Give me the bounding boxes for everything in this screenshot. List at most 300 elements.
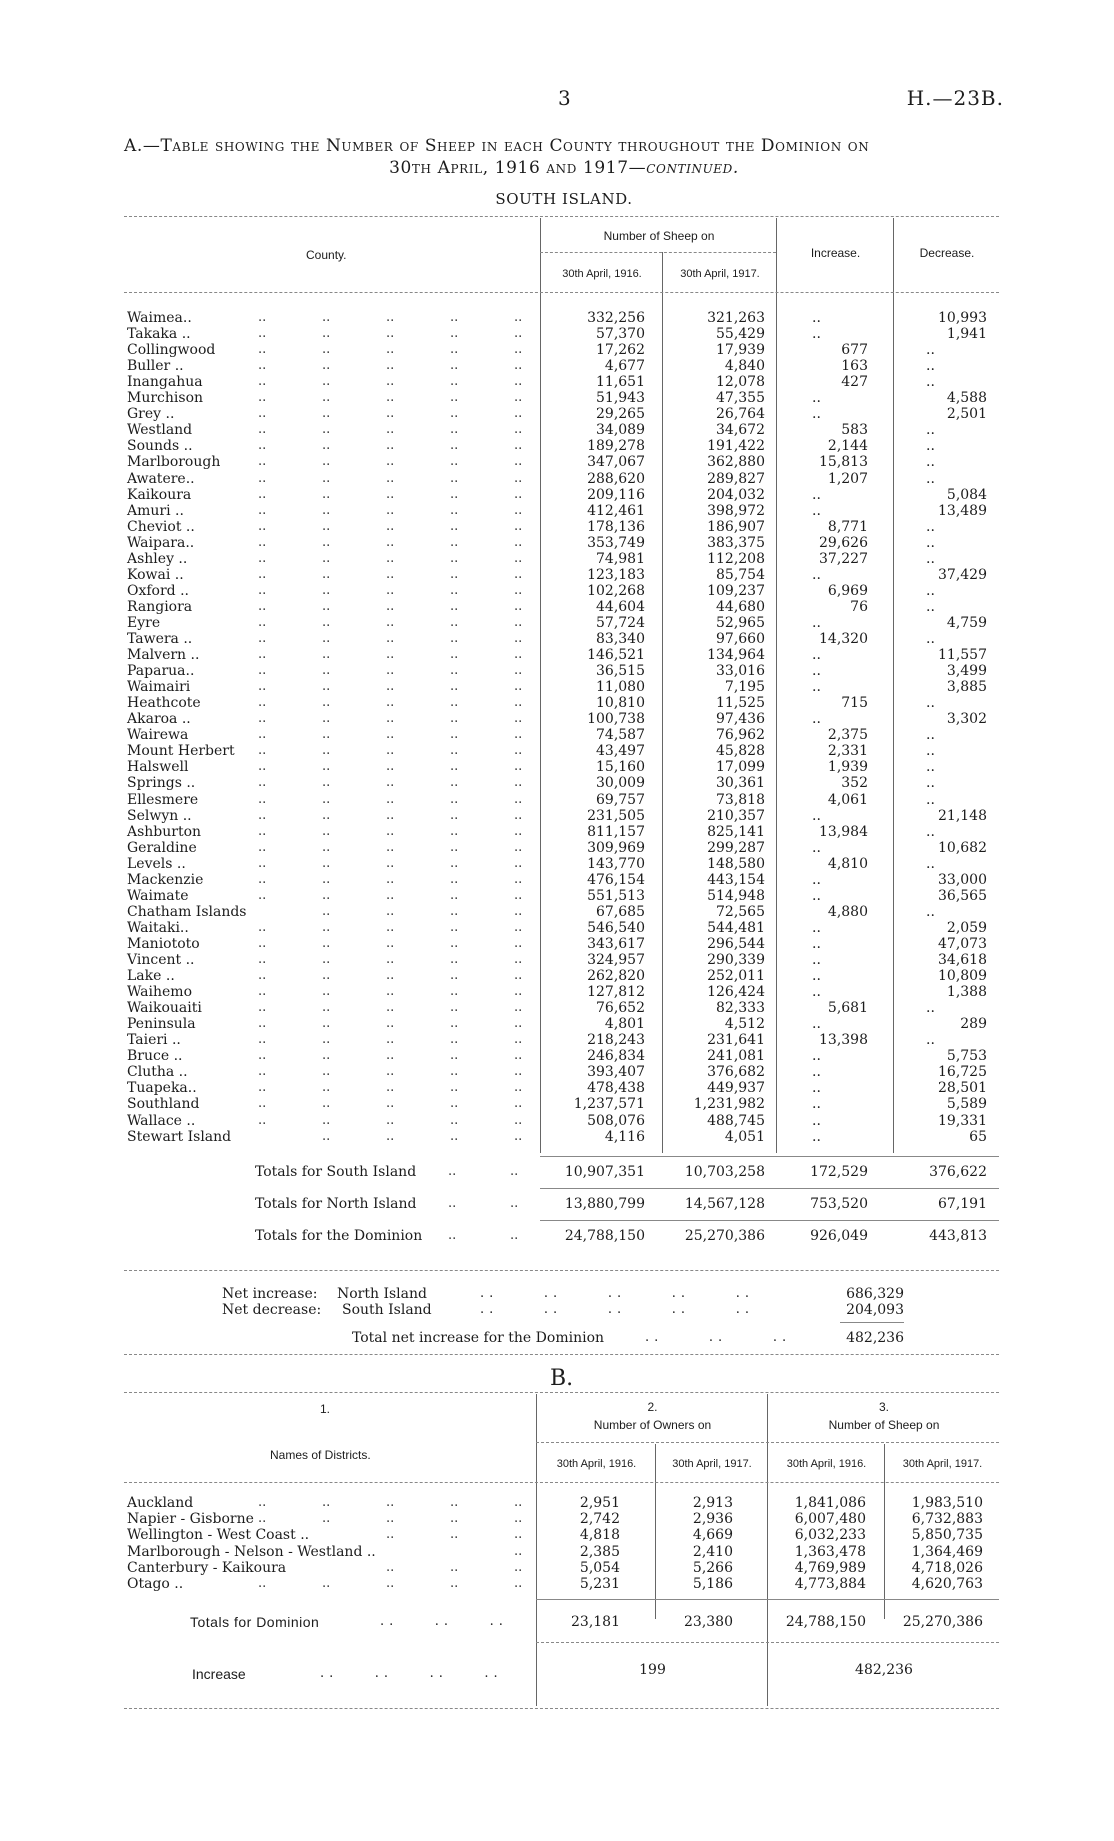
leader-dots: .. <box>258 551 267 566</box>
leader-dots: .. <box>514 679 523 694</box>
owners-1917: 2,936 <box>692 1511 733 1527</box>
decrease-value: 5,084 <box>946 487 987 503</box>
leader-dots: .. <box>514 1080 523 1095</box>
leader-dots: .. <box>386 968 395 983</box>
leader-dots: .. <box>514 326 523 341</box>
totals-label: Totals for South Island <box>255 1164 417 1180</box>
sheep-1917: 33,016 <box>716 663 765 679</box>
leader-dots: .. <box>514 792 523 807</box>
sheep-1917-header: 30th April, 1917. <box>902 1458 983 1470</box>
sheep-1916: 1,841,086 <box>794 1495 866 1511</box>
leader-dots: .. <box>258 1000 267 1015</box>
leader-dots: .. <box>450 1064 459 1079</box>
leader-dots: .. <box>514 535 523 550</box>
leader-dots: .. <box>514 984 523 999</box>
sheep-1917: 6,732,883 <box>911 1511 983 1527</box>
county-name: Cheviot .. <box>127 519 195 535</box>
increase-label: Increase <box>192 1666 246 1682</box>
sheep-1916: 353,749 <box>587 535 645 551</box>
sheep-1916: 1,237,571 <box>573 1096 645 1112</box>
increase-value: .. <box>812 663 821 679</box>
decrease-value: 47,073 <box>938 936 987 952</box>
leader-dots: .. <box>386 454 395 469</box>
owners-1917: 5,266 <box>692 1560 733 1576</box>
sheep-1917: 45,828 <box>716 743 765 759</box>
sheep-1917: 76,962 <box>716 727 765 743</box>
leader-dots: .. <box>322 968 331 983</box>
increase-value: 13,984 <box>819 824 868 840</box>
sheep-1917: 289,827 <box>707 471 765 487</box>
increase-value: 1,207 <box>827 471 868 487</box>
table-row <box>0 1511 1114 1527</box>
leader-dots: .. <box>258 1064 267 1079</box>
leader-dots: .. <box>450 1511 459 1526</box>
sheep-1916: 123,183 <box>587 567 645 583</box>
leader-dots: .. <box>322 551 331 566</box>
sheep-1917: 241,081 <box>707 1048 765 1064</box>
leader-dots: .. <box>322 1032 331 1047</box>
increase-value: 163 <box>841 358 868 374</box>
sheep-1917: 1,983,510 <box>911 1495 983 1511</box>
leader-dots: .. <box>258 1048 267 1063</box>
leader-dots: .. <box>322 1495 331 1510</box>
increase-value: 1,939 <box>827 759 868 775</box>
sheep-1917: 290,339 <box>707 952 765 968</box>
sheep-1916: 69,757 <box>596 792 645 808</box>
leader-dots: .. <box>514 1527 523 1542</box>
leader-dots: .. <box>386 775 395 790</box>
totals-label: Totals for North Island <box>255 1196 417 1212</box>
leader-dots: .. <box>514 888 523 903</box>
decrease-value: .. <box>926 631 935 647</box>
leader-dots: .. <box>258 695 267 710</box>
leader-dots: .. <box>450 936 459 951</box>
leader-dots: .. <box>322 390 331 405</box>
leader-dots: .. .. .. <box>380 1614 508 1629</box>
leader-dots: .. <box>450 310 459 325</box>
leader-dots: .. <box>514 920 523 935</box>
leader-dots: .. <box>258 808 267 823</box>
county-name: Waimea.. <box>127 310 192 326</box>
leader-dots: .. <box>322 1048 331 1063</box>
leader-dots: .. <box>450 856 459 871</box>
leader-dots: .. <box>514 663 523 678</box>
leader-dots: .. <box>514 1576 523 1591</box>
leader-dots: .. <box>322 438 331 453</box>
sheep-1916: 100,738 <box>587 711 645 727</box>
decrease-value: .. <box>926 727 935 743</box>
county-name: Heathcote <box>127 695 201 711</box>
sheep-1916: 476,154 <box>587 872 645 888</box>
leader-dots: .. <box>514 759 523 774</box>
increase-value: 37,227 <box>819 551 868 567</box>
leader-dots: .. <box>514 968 523 983</box>
county-name: Waimate <box>127 888 189 904</box>
leader-dots: .. <box>258 1096 267 1111</box>
county-name: Mackenzie <box>127 872 204 888</box>
leader-dots: .. <box>322 1576 331 1591</box>
leader-dots: .. <box>386 1016 395 1031</box>
sheep-1916: 412,461 <box>587 503 645 519</box>
leader-dots: .. <box>450 503 459 518</box>
sheep-1916: 44,604 <box>596 599 645 615</box>
county-name: Wairewa <box>127 727 189 743</box>
leader-dots: .. <box>322 775 331 790</box>
increase-value: .. <box>812 1016 821 1032</box>
leader-dots: .. <box>514 310 523 325</box>
leader-dots: .. <box>514 824 523 839</box>
leader-dots: .. <box>450 824 459 839</box>
leader-dots: .. <box>322 663 331 678</box>
increase-value: 4,810 <box>827 856 868 872</box>
leader-dots: .. <box>514 743 523 758</box>
leader-dots: .. <box>514 904 523 919</box>
leader-dots: .. <box>450 1032 459 1047</box>
sheep-1916: 178,136 <box>587 519 645 535</box>
rule <box>124 1708 999 1709</box>
sheep-1917: 134,964 <box>707 647 765 663</box>
increase-value: .. <box>812 952 821 968</box>
decrease-value: 3,885 <box>946 679 987 695</box>
leader-dots: .. <box>386 342 395 357</box>
increase-value: .. <box>812 326 821 342</box>
leader-dots: .. <box>258 390 267 405</box>
county-name: Kaikoura <box>127 487 192 503</box>
sheep-1917: 148,580 <box>707 856 765 872</box>
leader-dots: .. <box>322 759 331 774</box>
leader-dots: .. <box>514 1032 523 1047</box>
decrease-value: 19,331 <box>938 1113 987 1129</box>
col-county-header: County. <box>306 248 347 262</box>
table-b-title: B. <box>550 1366 574 1391</box>
sheep-1917: 186,907 <box>707 519 765 535</box>
increase-value: 427 <box>841 374 868 390</box>
leader-dots: .. <box>258 792 267 807</box>
leader-dots: .. <box>450 1495 459 1510</box>
leader-dots: .. <box>450 422 459 437</box>
leader-dots: .. <box>450 743 459 758</box>
decrease-value: 33,000 <box>938 872 987 888</box>
leader-dots: .. <box>450 471 459 486</box>
leader-dots: .. <box>514 856 523 871</box>
district-name: Auckland <box>127 1495 194 1511</box>
sheep-1917: 26,764 <box>716 406 765 422</box>
leader-dots: .. <box>386 503 395 518</box>
leader-dots: .. .. .. .. .. <box>480 1302 754 1317</box>
leader-dots: .. <box>450 1096 459 1111</box>
county-name: Ashburton <box>127 824 202 840</box>
sheep-1916: 4,773,884 <box>794 1576 866 1592</box>
increase-value: 14,320 <box>819 631 868 647</box>
county-name: Murchison <box>127 390 204 406</box>
increase-value: .. <box>812 390 821 406</box>
leader-dots: .. <box>448 1228 457 1243</box>
leader-dots: .. <box>322 599 331 614</box>
leader-dots: .. <box>450 487 459 502</box>
leader-dots: .. <box>448 1196 457 1211</box>
leader-dots: .. <box>514 1544 523 1559</box>
leader-dots: .. <box>514 711 523 726</box>
sheep-1916: 218,243 <box>587 1032 645 1048</box>
leader-dots: .. <box>386 984 395 999</box>
sheep-1916: 127,812 <box>587 984 645 1000</box>
leader-dots: .. <box>386 631 395 646</box>
increase-value: 677 <box>841 342 868 358</box>
leader-dots: .. <box>514 775 523 790</box>
leader-dots: .. <box>386 952 395 967</box>
leader-dots: .. <box>386 615 395 630</box>
leader-dots: .. <box>386 904 395 919</box>
leader-dots: .. <box>450 1129 459 1144</box>
sheep-1916: 288,620 <box>587 471 645 487</box>
leader-dots: .. <box>514 952 523 967</box>
leader-dots: .. <box>514 1495 523 1510</box>
leader-dots: .. <box>322 824 331 839</box>
col-districts-header: Names of Districts. <box>270 1448 371 1462</box>
owners-1916: 5,054 <box>579 1560 620 1576</box>
leader-dots: .. <box>258 856 267 871</box>
leader-dots: .. <box>386 824 395 839</box>
decrease-value: .. <box>926 1000 935 1016</box>
leader-dots: .. <box>510 1228 519 1243</box>
owners-1917: 5,186 <box>692 1576 733 1592</box>
leader-dots: .. <box>258 759 267 774</box>
leader-dots: .. <box>386 1113 395 1128</box>
leader-dots: .. <box>510 1196 519 1211</box>
county-name: Tawera .. <box>127 631 193 647</box>
total-net-increase-value: 482,236 <box>846 1330 904 1346</box>
owners-1916: 4,818 <box>579 1527 620 1543</box>
leader-dots: .. <box>386 1527 395 1542</box>
leader-dots: .. <box>386 422 395 437</box>
leader-dots: .. <box>258 487 267 502</box>
sheep-1917: 5,850,735 <box>911 1527 983 1543</box>
leader-dots: .. <box>258 422 267 437</box>
col3-number: 3. <box>878 1400 889 1414</box>
leader-dots: .. <box>514 358 523 373</box>
sheep-1917: 296,544 <box>707 936 765 952</box>
table-row <box>0 1495 1114 1511</box>
leader-dots: .. <box>386 310 395 325</box>
leader-dots: .. <box>386 792 395 807</box>
leader-dots: .. <box>450 599 459 614</box>
leader-dots: .. <box>322 422 331 437</box>
sheep-1916: 30,009 <box>596 775 645 791</box>
leader-dots: .. <box>258 342 267 357</box>
leader-dots: .. <box>322 1080 331 1095</box>
leader-dots: .. <box>510 1164 519 1179</box>
decrease-value: .. <box>926 342 935 358</box>
sheep-1916: 546,540 <box>587 920 645 936</box>
sheep-1917: 4,620,763 <box>911 1576 983 1592</box>
leader-dots: .. <box>386 1064 395 1079</box>
leader-dots: .. <box>258 358 267 373</box>
leader-dots: .. <box>514 487 523 502</box>
sheep-1916: 57,370 <box>596 326 645 342</box>
table-row <box>0 1576 1114 1592</box>
leader-dots: .. <box>322 952 331 967</box>
county-name: Waipara.. <box>127 535 195 551</box>
increase-value: .. <box>812 936 821 952</box>
increase-value: .. <box>812 1129 821 1145</box>
leader-dots: .. <box>514 936 523 951</box>
leader-dots: .. <box>322 342 331 357</box>
county-name: Levels .. <box>127 856 186 872</box>
county-name: Ashley .. <box>127 551 188 567</box>
decrease-value: 16,725 <box>938 1064 987 1080</box>
leader-dots: .. <box>450 1016 459 1031</box>
leader-dots: .. <box>514 374 523 389</box>
leader-dots: .. <box>514 631 523 646</box>
sheep-1916: 551,513 <box>587 888 645 904</box>
sheep-1917: 204,032 <box>707 487 765 503</box>
increase-value: .. <box>812 968 821 984</box>
sheep-1917: 34,672 <box>716 422 765 438</box>
leader-dots: .. <box>450 1576 459 1591</box>
leader-dots: .. <box>450 1080 459 1095</box>
county-name: Geraldine <box>127 840 197 856</box>
leader-dots: .. <box>322 471 331 486</box>
sheep-1916: 246,834 <box>587 1048 645 1064</box>
col-sheep-group-header: Number of Sheep on <box>603 229 715 243</box>
decrease-value: .. <box>926 824 935 840</box>
net-increase-value: 686,329 <box>846 1286 904 1302</box>
sheep-1916: 74,981 <box>596 551 645 567</box>
sheep-1917: 383,375 <box>707 535 765 551</box>
leader-dots: .. <box>514 1129 523 1144</box>
leader-dots: .. <box>258 1080 267 1095</box>
leader-dots: .. <box>258 663 267 678</box>
leader-dots: .. <box>322 1064 331 1079</box>
col-sheep-header: Number of Sheep on <box>828 1418 940 1432</box>
total-1916: 13,880,799 <box>564 1196 645 1212</box>
leader-dots: .. <box>450 1527 459 1542</box>
sheep-1917: 44,680 <box>716 599 765 615</box>
decrease-value: .. <box>926 471 935 487</box>
increase-value: .. <box>812 984 821 1000</box>
increase-value: 13,398 <box>819 1032 868 1048</box>
decrease-value: .. <box>926 856 935 872</box>
sheep-1916: 67,685 <box>596 904 645 920</box>
leader-dots: .. <box>258 1032 267 1047</box>
county-name: Awatere.. <box>127 471 195 487</box>
leader-dots: .. <box>514 1511 523 1526</box>
sheep-1917: 299,287 <box>707 840 765 856</box>
decrease-value: .. <box>926 438 935 454</box>
increase-value: 6,969 <box>827 583 868 599</box>
decrease-value: 4,588 <box>946 390 987 406</box>
decrease-value: .. <box>926 374 935 390</box>
leader-dots: .. <box>386 1560 395 1575</box>
leader-dots: .. <box>322 808 331 823</box>
leader-dots: .. <box>322 679 331 694</box>
leader-dots: .. <box>514 727 523 742</box>
leader-dots: .. <box>386 406 395 421</box>
leader-dots: .. <box>258 438 267 453</box>
col-1917-header: 30th April, 1917. <box>680 268 760 280</box>
county-name: Grey .. <box>127 406 175 422</box>
table-row <box>0 1560 1114 1576</box>
decrease-value: .. <box>926 775 935 791</box>
sheep-1917: 191,422 <box>707 438 765 454</box>
county-name: Rangiora <box>127 599 193 615</box>
district-name: Canterbury - Kaikoura <box>127 1560 287 1576</box>
leader-dots: .. <box>450 727 459 742</box>
leader-dots: .. <box>450 711 459 726</box>
county-name: Vincent .. <box>127 952 195 968</box>
leader-dots: .. <box>386 1096 395 1111</box>
total-1916: 24,788,150 <box>564 1228 645 1244</box>
leader-dots: .. <box>386 872 395 887</box>
leader-dots: .. <box>322 631 331 646</box>
decrease-value: 3,302 <box>946 711 987 727</box>
net-increase-region: North Island <box>337 1286 427 1302</box>
increase-value: 352 <box>841 775 868 791</box>
increase-value: 5,681 <box>827 1000 868 1016</box>
leader-dots: .. <box>386 358 395 373</box>
subtitle-continued: continued. <box>646 158 739 178</box>
sheep-1916: 74,587 <box>596 727 645 743</box>
county-name: Clutha .. <box>127 1064 188 1080</box>
decrease-value: .. <box>926 792 935 808</box>
leader-dots: .. <box>386 567 395 582</box>
leader-dots: .. <box>514 808 523 823</box>
leader-dots: .. <box>258 872 267 887</box>
leader-dots: .. <box>322 310 331 325</box>
sheep-1916: 4,677 <box>604 358 645 374</box>
decrease-value: 65 <box>969 1129 987 1145</box>
decrease-value: .. <box>926 358 935 374</box>
leader-dots: .. <box>386 888 395 903</box>
leader-dots: .. <box>258 503 267 518</box>
increase-value: 583 <box>841 422 868 438</box>
leader-dots: .. <box>514 1560 523 1575</box>
leader-dots: .. <box>450 920 459 935</box>
leader-dots: .. <box>322 840 331 855</box>
leader-dots: .. <box>322 904 331 919</box>
decrease-value: 34,618 <box>938 952 987 968</box>
leader-dots: .. <box>258 727 267 742</box>
leader-dots: .. <box>450 406 459 421</box>
net-decrease-label: Net decrease: <box>222 1302 322 1318</box>
district-name: Marlborough - Nelson - Westland .. <box>127 1544 376 1560</box>
increase-value: 2,331 <box>827 743 868 759</box>
county-name: Selwyn .. <box>127 808 192 824</box>
leader-dots: .. <box>514 583 523 598</box>
decrease-value: 21,148 <box>938 808 987 824</box>
sheep-1917: 7,195 <box>724 679 765 695</box>
leader-dots: .. <box>450 792 459 807</box>
leader-dots: .. <box>514 1000 523 1015</box>
decrease-value: .. <box>926 422 935 438</box>
district-name: Napier - Gisborne <box>127 1511 254 1527</box>
leader-dots: .. <box>322 695 331 710</box>
leader-dots: .. <box>450 904 459 919</box>
county-name: Mount Herbert <box>127 743 235 759</box>
leader-dots: .. <box>258 647 267 662</box>
sheep-1916: 4,116 <box>604 1129 645 1145</box>
leader-dots: .. <box>514 1064 523 1079</box>
leader-dots: .. <box>322 1016 331 1031</box>
owners-1917: 2,410 <box>692 1544 733 1560</box>
district-name: Wellington - West Coast .. <box>127 1527 310 1543</box>
leader-dots: .. <box>386 326 395 341</box>
decrease-value: .. <box>926 519 935 535</box>
sheep-1917: 82,333 <box>716 1000 765 1016</box>
county-name: Marlborough <box>127 454 221 470</box>
sheep-1916: 347,067 <box>587 454 645 470</box>
decrease-value: .. <box>926 454 935 470</box>
